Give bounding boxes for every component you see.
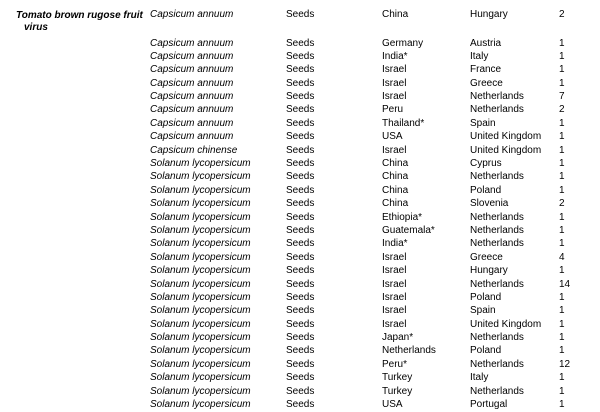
table-row <box>16 252 576 265</box>
pest-name-line1: Tomato brown rugose fruit <box>16 9 143 21</box>
count-cell: 1 <box>559 224 565 236</box>
count-cell: 1 <box>559 291 565 303</box>
origin-cell: Israel <box>382 77 407 89</box>
count-cell: 1 <box>559 50 565 62</box>
table-row <box>16 51 576 64</box>
commodity-cell: Seeds <box>286 171 315 183</box>
origin-cell: Peru <box>382 104 404 116</box>
count-cell: 12 <box>559 358 571 370</box>
destination-cell: Hungary <box>470 9 508 20</box>
origin-cell: USA <box>382 131 403 143</box>
origin-cell: Israel <box>382 278 407 290</box>
host-cell: Capsicum annuum <box>150 50 234 62</box>
count-cell: 1 <box>559 372 565 384</box>
host-cell: Capsicum annuum <box>150 9 234 20</box>
table-row <box>16 292 576 305</box>
count-cell: 1 <box>559 318 565 330</box>
pest-name-cell <box>16 345 150 358</box>
destination-cell: Netherlands <box>470 171 524 183</box>
count-cell: 1 <box>559 385 565 397</box>
commodity-cell: Seeds <box>286 278 315 290</box>
destination-cell: Spain <box>470 117 496 129</box>
host-cell: Solanum lycopersicum <box>150 399 251 411</box>
host-cell: Solanum lycopersicum <box>150 358 251 370</box>
table-row <box>16 185 576 198</box>
destination-cell: Italy <box>470 50 489 62</box>
destination-cell: France <box>470 64 502 76</box>
count-cell: 1 <box>559 211 565 223</box>
host-cell: Solanum lycopersicum <box>150 224 251 236</box>
host-cell: Solanum lycopersicum <box>150 332 251 344</box>
origin-cell: India* <box>382 50 408 62</box>
origin-cell: Turkey <box>382 385 413 397</box>
commodity-cell: Seeds <box>286 332 315 344</box>
count-cell: 7 <box>559 91 565 103</box>
host-cell: Solanum lycopersicum <box>150 238 251 250</box>
pest-name-cell <box>16 38 150 51</box>
origin-cell: Peru* <box>382 358 408 370</box>
destination-cell: Netherlands <box>470 385 524 397</box>
pest-name-cell <box>16 104 150 117</box>
count-cell: 1 <box>559 37 565 49</box>
interceptions-table <box>16 9 576 412</box>
host-cell: Capsicum annuum <box>150 117 234 129</box>
host-cell: Solanum lycopersicum <box>150 211 251 223</box>
table-row <box>16 265 576 278</box>
destination-cell: Spain <box>470 305 496 317</box>
commodity-cell: Seeds <box>286 265 315 277</box>
pest-name-cell <box>16 225 150 238</box>
host-cell: Capsicum annuum <box>150 131 234 143</box>
commodity-cell: Seeds <box>286 385 315 397</box>
table-row <box>16 78 576 91</box>
origin-cell: China <box>382 184 409 196</box>
destination-cell: Netherlands <box>470 238 524 250</box>
pest-name-cell <box>16 399 150 412</box>
commodity-cell: Seeds <box>286 224 315 236</box>
commodity-cell: Seeds <box>286 77 315 89</box>
host-cell: Capsicum chinense <box>150 144 238 156</box>
table-row <box>16 158 576 171</box>
count-cell: 1 <box>559 171 565 183</box>
table-body <box>16 9 576 412</box>
destination-cell: Austria <box>470 37 502 49</box>
commodity-cell: Seeds <box>286 131 315 143</box>
table-row <box>16 212 576 225</box>
host-cell: Capsicum annuum <box>150 104 234 116</box>
pest-name-cell <box>16 145 150 158</box>
commodity-cell: Seeds <box>286 318 315 330</box>
table-row <box>16 104 576 117</box>
commodity-cell: Seeds <box>286 50 315 62</box>
commodity-cell: Seeds <box>286 91 315 103</box>
destination-cell: Hungary <box>470 265 508 277</box>
table-row <box>16 171 576 184</box>
pest-name-cell <box>16 118 150 131</box>
count-cell: 1 <box>559 117 565 129</box>
count-cell: 1 <box>559 158 565 170</box>
table-row <box>16 332 576 345</box>
origin-cell: Israel <box>382 64 407 76</box>
origin-cell: Guatemala* <box>382 224 435 236</box>
commodity-cell: Seeds <box>286 198 315 210</box>
origin-cell: Israel <box>382 291 407 303</box>
count-cell: 1 <box>559 305 565 317</box>
table-row <box>16 305 576 318</box>
commodity-cell: Seeds <box>286 251 315 263</box>
commodity-cell: Seeds <box>286 64 315 76</box>
table-row <box>16 38 576 51</box>
destination-cell: Netherlands <box>470 358 524 370</box>
commodity-cell: Seeds <box>286 399 315 411</box>
origin-cell: India* <box>382 238 408 250</box>
pest-name-cell <box>16 9 150 34</box>
destination-cell: Italy <box>470 372 489 384</box>
count-cell: 1 <box>559 238 565 250</box>
count-cell: 14 <box>559 278 571 290</box>
commodity-cell: Seeds <box>286 291 315 303</box>
commodity-cell: Seeds <box>286 9 315 20</box>
destination-cell: United Kingdom <box>470 318 542 330</box>
table-row <box>16 399 576 412</box>
pest-name-line2: virus <box>24 21 48 33</box>
origin-cell: China <box>382 158 409 170</box>
destination-cell: Poland <box>470 291 502 303</box>
pest-name-cell <box>16 64 150 77</box>
host-cell: Capsicum annuum <box>150 77 234 89</box>
origin-cell: Ethiopia* <box>382 211 423 223</box>
pest-name-cell <box>16 265 150 278</box>
origin-cell: Israel <box>382 318 407 330</box>
commodity-cell: Seeds <box>286 238 315 250</box>
table-row <box>16 359 576 372</box>
count-cell: 1 <box>559 332 565 344</box>
commodity-cell: Seeds <box>286 345 315 357</box>
table-row <box>16 319 576 332</box>
origin-cell: Israel <box>382 265 407 277</box>
host-cell: Solanum lycopersicum <box>150 305 251 317</box>
pest-name-cell <box>16 292 150 305</box>
count-cell: 1 <box>559 144 565 156</box>
destination-cell: Netherlands <box>470 104 524 116</box>
commodity-cell: Seeds <box>286 104 315 116</box>
origin-cell: Netherlands <box>382 345 436 357</box>
origin-cell: Israel <box>382 144 407 156</box>
host-cell: Solanum lycopersicum <box>150 345 251 357</box>
destination-cell: Netherlands <box>470 332 524 344</box>
pest-name-cell <box>16 51 150 64</box>
count-cell: 1 <box>559 77 565 89</box>
origin-cell: Israel <box>382 251 407 263</box>
commodity-cell: Seeds <box>286 211 315 223</box>
destination-cell: United Kingdom <box>470 144 542 156</box>
count-cell: 2 <box>559 9 565 20</box>
pest-name-cell <box>16 238 150 251</box>
origin-cell: China <box>382 198 409 210</box>
pest-name-cell <box>16 372 150 385</box>
origin-cell: Thailand* <box>382 117 425 129</box>
destination-cell: Cyprus <box>470 158 502 170</box>
host-cell: Capsicum annuum <box>150 91 234 103</box>
host-cell: Solanum lycopersicum <box>150 158 251 170</box>
pest-name-cell <box>16 131 150 144</box>
destination-cell: Poland <box>470 345 502 357</box>
table-row <box>16 131 576 144</box>
commodity-cell: Seeds <box>286 184 315 196</box>
host-cell: Solanum lycopersicum <box>150 278 251 290</box>
host-cell: Capsicum annuum <box>150 64 234 76</box>
origin-cell: Israel <box>382 91 407 103</box>
commodity-cell: Seeds <box>286 37 315 49</box>
count-cell: 1 <box>559 64 565 76</box>
host-cell: Solanum lycopersicum <box>150 372 251 384</box>
destination-cell: Netherlands <box>470 211 524 223</box>
table-row <box>16 345 576 358</box>
table-row <box>16 279 576 292</box>
count-cell: 1 <box>559 184 565 196</box>
commodity-cell: Seeds <box>286 117 315 129</box>
count-cell: 1 <box>559 345 565 357</box>
pest-name-cell <box>16 91 150 104</box>
destination-cell: Poland <box>470 184 502 196</box>
table-row <box>16 386 576 399</box>
destination-cell: Greece <box>470 77 503 89</box>
destination-cell: Netherlands <box>470 278 524 290</box>
destination-cell: United Kingdom <box>470 131 542 143</box>
pest-name-cell <box>16 359 150 372</box>
table-row <box>16 9 576 34</box>
origin-cell: China <box>382 171 409 183</box>
pest-name-cell <box>16 212 150 225</box>
count-cell: 1 <box>559 399 565 411</box>
commodity-cell: Seeds <box>286 144 315 156</box>
table-row <box>16 198 576 211</box>
origin-cell: USA <box>382 399 403 411</box>
pest-name-cell <box>16 171 150 184</box>
origin-cell: China <box>382 9 409 20</box>
destination-cell: Greece <box>470 251 503 263</box>
commodity-cell: Seeds <box>286 358 315 370</box>
destination-cell: Netherlands <box>470 91 524 103</box>
commodity-cell: Seeds <box>286 305 315 317</box>
origin-cell: Turkey <box>382 372 413 384</box>
host-cell: Solanum lycopersicum <box>150 385 251 397</box>
pest-name-cell <box>16 332 150 345</box>
host-cell: Capsicum annuum <box>150 37 234 49</box>
count-cell: 4 <box>559 251 565 263</box>
pest-name-cell <box>16 319 150 332</box>
pest-name-cell <box>16 305 150 318</box>
table-row <box>16 372 576 385</box>
pest-name-cell <box>16 279 150 292</box>
count-cell: 2 <box>559 104 565 116</box>
host-cell: Solanum lycopersicum <box>150 265 251 277</box>
host-cell: Solanum lycopersicum <box>150 291 251 303</box>
count-cell: 1 <box>559 265 565 277</box>
origin-cell: Israel <box>382 305 407 317</box>
count-cell: 1 <box>559 131 565 143</box>
destination-cell: Slovenia <box>470 198 509 210</box>
pest-name-cell <box>16 185 150 198</box>
pest-name-cell <box>16 198 150 211</box>
origin-cell: Japan* <box>382 332 414 344</box>
pest-name-cell <box>16 158 150 171</box>
origin-cell: Germany <box>382 37 424 49</box>
pest-name-cell <box>16 386 150 399</box>
table-row <box>16 238 576 251</box>
host-cell: Solanum lycopersicum <box>150 184 251 196</box>
host-cell: Solanum lycopersicum <box>150 251 251 263</box>
table-row <box>16 145 576 158</box>
destination-cell: Netherlands <box>470 224 524 236</box>
host-cell: Solanum lycopersicum <box>150 318 251 330</box>
destination-cell: Portugal <box>470 399 508 411</box>
commodity-cell: Seeds <box>286 372 315 384</box>
pest-name-cell <box>16 78 150 91</box>
pest-name-cell <box>16 252 150 265</box>
host-cell: Solanum lycopersicum <box>150 198 251 210</box>
table-row <box>16 118 576 131</box>
count-cell: 2 <box>559 198 565 210</box>
table-row <box>16 91 576 104</box>
host-cell: Solanum lycopersicum <box>150 171 251 183</box>
table-row <box>16 225 576 238</box>
commodity-cell: Seeds <box>286 158 315 170</box>
table-row <box>16 64 576 77</box>
